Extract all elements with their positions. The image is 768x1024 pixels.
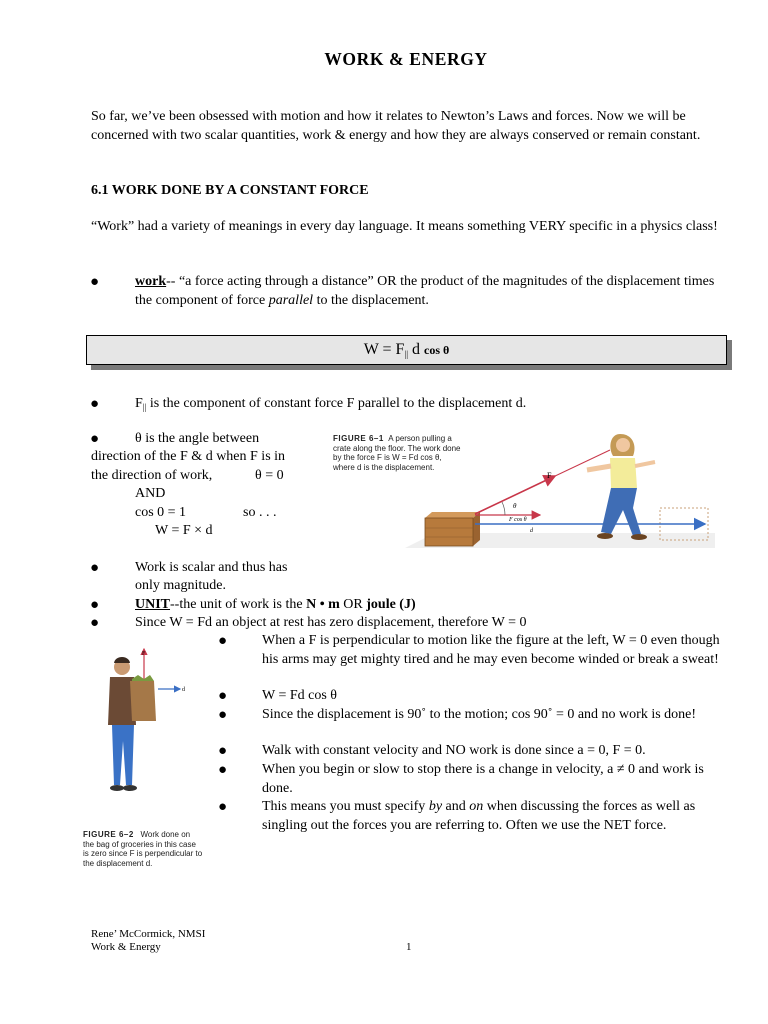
theta-line-6: W = F × d bbox=[155, 523, 213, 538]
bullet-icon: ● bbox=[90, 396, 100, 412]
section-heading: 6.1 WORK DONE BY A CONSTANT FORCE bbox=[91, 183, 369, 198]
sub-bullet-6: This means you must specify by and on when discussing the forces as well as singling out the forces you are referring to. Often we use the NET force. bbox=[262, 799, 696, 833]
work-definition: work-- “a force acting through a distance” OR the product of the magnitudes of the displacement times the component of force parallel to the displacement. bbox=[135, 274, 715, 308]
work-meaning-paragraph: “Work” had a variety of meanings in every day language. It means something VERY specific in a physics class! bbox=[91, 219, 718, 234]
bullet-icon: ● bbox=[218, 799, 228, 815]
bullet-icon: ● bbox=[218, 633, 228, 649]
theta-line-2: direction of the F & d when F is in bbox=[91, 449, 286, 464]
bullet-icon: ● bbox=[218, 743, 228, 759]
figure-6-2-illustration bbox=[82, 645, 202, 825]
bullet-icon: ● bbox=[218, 688, 228, 704]
scalar-line-1: Work is scalar and thus has bbox=[135, 560, 288, 575]
bullet-icon: ● bbox=[218, 762, 228, 778]
sub-bullet-4: Walk with constant velocity and NO work is done since a = 0, F = 0. bbox=[262, 743, 646, 758]
theta-line-3a: the direction of work, bbox=[91, 468, 213, 483]
sub-bullet-5: When you begin or slow to stop there is a change in velocity, a ≠ 0 and work is done. bbox=[262, 762, 704, 796]
bullet-icon: ● bbox=[90, 597, 100, 613]
bullet-icon: ● bbox=[90, 274, 100, 290]
force-label: F bbox=[547, 471, 552, 480]
fpar-bullet: $F_{||}$ is the component of constant force F parallel to the displacement d. bbox=[135, 396, 527, 412]
figure-6-1-illustration bbox=[405, 428, 715, 550]
scalar-line-2: only magnitude. bbox=[135, 578, 226, 593]
rope bbox=[475, 450, 610, 514]
sub-bullet-2: W = Fd cos θ bbox=[262, 688, 338, 703]
fig2-d-label: d bbox=[182, 687, 185, 693]
theta-line-5a: cos 0 = 1 bbox=[135, 505, 187, 520]
theta-line-4: AND bbox=[135, 486, 166, 501]
footer-author: Rene’ McCormick, NMSI bbox=[91, 928, 206, 940]
sub-bullet-3: Since the displacement is 90˚ to the motion; cos 90˚ = 0 and no work is done! bbox=[262, 707, 697, 722]
bullet-icon: ● bbox=[218, 707, 228, 723]
formula-box: $W = F_{||}$ d cos θ bbox=[86, 335, 727, 365]
figure-6-2-caption: FIGURE 6–2 Work done on the bag of groceries in this case is zero since F is perpendicular to the displacement d. bbox=[83, 830, 203, 868]
page-number: 1 bbox=[406, 941, 412, 953]
crate bbox=[425, 518, 473, 546]
work-term: work bbox=[135, 274, 167, 289]
bullet-icon: ● bbox=[90, 431, 100, 447]
bullet-icon: ● bbox=[90, 615, 100, 631]
intro-paragraph: So far, we’ve been obsessed with motion and how it relates to Newton’s Laws and forces. Now we will be concerned with two scalar quantities, work & energy and how they are always conserved or remain constant. bbox=[91, 109, 701, 143]
theta-label: θ bbox=[513, 502, 517, 510]
crate-top bbox=[425, 512, 480, 518]
theta-line-5b: so . . . bbox=[243, 505, 277, 520]
fig2-f-label: F bbox=[142, 651, 146, 657]
bullet-icon: ● bbox=[90, 560, 100, 576]
man-holding-bag bbox=[108, 657, 156, 791]
d-label: d bbox=[530, 528, 533, 534]
figure-6-1-caption: FIGURE 6–1 A person pulling a crate along the floor. The work done by the force F is W = Fd cos θ, where d is the displacement. bbox=[333, 434, 461, 472]
footer-subject: Work & Energy bbox=[91, 941, 161, 953]
rest-bullet: Since W = Fd an object at rest has zero displacement, therefore W = 0 bbox=[135, 615, 527, 630]
sub-bullet-1: When a F is perpendicular to motion like the figure at the left, W = 0 even though his arms may get mighty tired and he may even become winded or break a sweat! bbox=[262, 633, 720, 667]
theta-line-1: θ is the angle between bbox=[135, 431, 260, 446]
fcos-label: F cos θ bbox=[509, 517, 527, 523]
page-title: WORK & ENERGY bbox=[324, 49, 488, 69]
unit-bullet: UNIT--the unit of work is the N • m OR joule (J) bbox=[135, 597, 416, 612]
theta-line-3b: θ = 0 bbox=[255, 468, 284, 483]
